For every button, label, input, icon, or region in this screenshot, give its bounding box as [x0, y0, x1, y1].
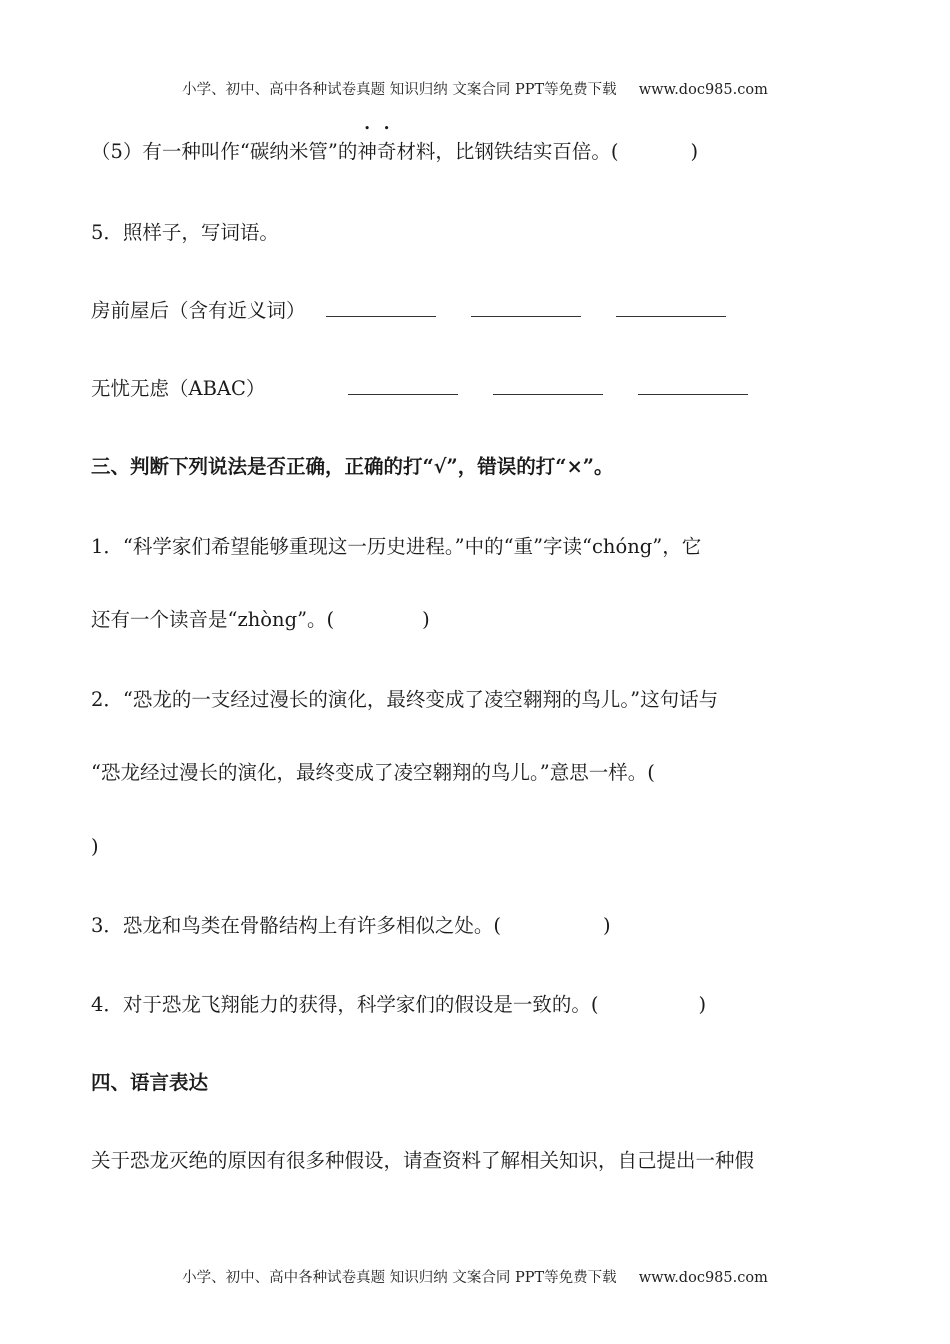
dotted-char-2: 奇: [376, 140, 397, 163]
word-row-1: [91, 298, 761, 324]
answer-blank[interactable]: [638, 378, 748, 395]
header-url[interactable]: www.doc985.com: [638, 82, 768, 98]
answer-blank[interactable]: [616, 300, 726, 317]
judge-q1-close: ): [422, 608, 430, 631]
judge-q2-line2: “恐龙经过漫长的演化，最终变成了凌空翱翔的鸟儿。”意思一样。(: [91, 761, 655, 784]
section-5-title: 5．照样子，写词语。: [91, 221, 279, 244]
dotted-char-1: 神: [357, 140, 377, 163]
footer-text: 小学、初中、高中各种试卷真题 知识归纳 文案合同 PPT等免费下载: [182, 1270, 617, 1286]
q4-5-part1: （5）有一种叫作“碳纳米管”的: [91, 140, 358, 163]
header-text: 小学、初中、高中各种试卷真题 知识归纳 文案合同 PPT等免费下载: [182, 82, 617, 98]
judge-q4-close: ): [698, 993, 707, 1016]
answer-blank[interactable]: [326, 300, 436, 317]
judge-q4-text: 4．对于恐龙飞翔能力的获得，科学家们的假设是一致的。(: [91, 993, 599, 1016]
judge-q1-line2: [91, 607, 430, 633]
judge-q4: [91, 992, 706, 1018]
judge-q3-text: 3．恐龙和鸟类在骨骼结构上有许多相似之处。(: [91, 914, 502, 937]
word-row-2: [91, 376, 783, 402]
page-header: [0, 78, 950, 99]
answer-blank[interactable]: [493, 378, 603, 395]
answer-blank[interactable]: [348, 378, 458, 395]
judge-q2-close: ): [91, 835, 99, 858]
section-4-paragraph: 关于恐龙灭绝的原因有很多种假设，请查资料了解相关知识，自己提出一种假: [91, 1149, 755, 1172]
judge-q2-line1: 2．“恐龙的一支经过漫长的演化，最终变成了凌空翱翔的鸟儿。”这句话与: [91, 688, 719, 711]
judge-q1-text: 还有一个读音是“zhòng”。(: [91, 608, 335, 631]
q4-5-close: ): [690, 140, 699, 163]
footer-url[interactable]: www.doc985.com: [638, 1270, 768, 1286]
question-4-5: [91, 139, 698, 165]
word-row-1-label: 房前屋后（含有近义词）: [91, 299, 306, 322]
word-row-2-label: 无忧无虑（ABAC）: [91, 377, 266, 400]
judge-q3: [91, 913, 611, 939]
judge-q1-line1: 1．“科学家们希望能够重现这一历史进程。”中的“重”字读“chóng”，它: [91, 535, 702, 558]
section-3-title: 三、判断下列说法是否正确，正确的打“√”，错误的打“×”。: [91, 455, 614, 478]
answer-blank[interactable]: [471, 300, 581, 317]
page-footer: [0, 1266, 950, 1287]
section-4-title: 四、语言表达: [91, 1071, 209, 1094]
judge-q3-close: ): [603, 914, 611, 937]
q4-5-part2: 材料，比钢铁结实百倍。(: [396, 140, 619, 163]
